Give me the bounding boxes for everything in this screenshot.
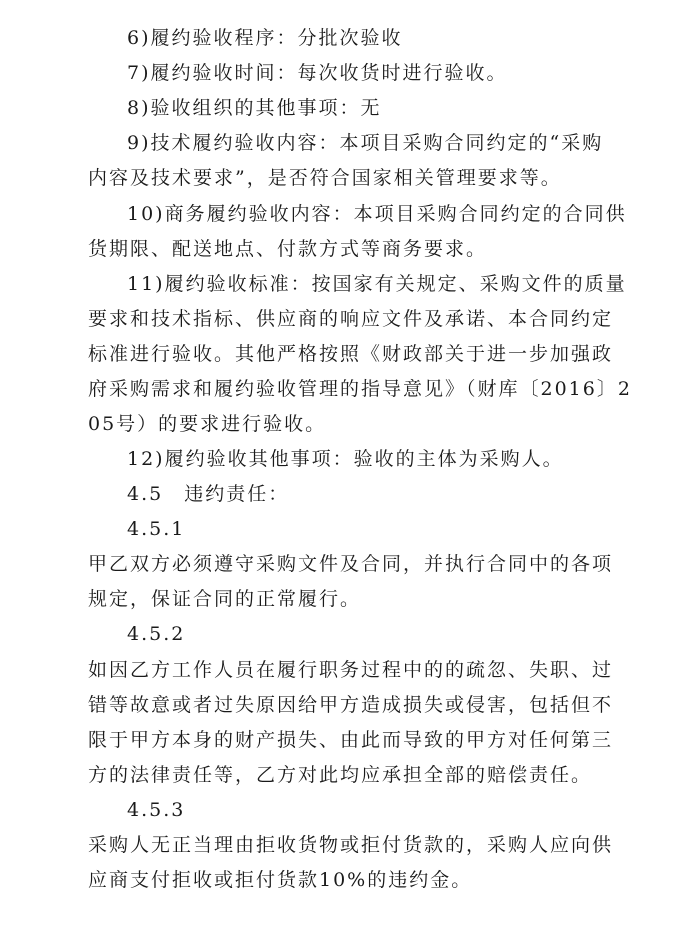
text-line: 12)履约验收其他事项：验收的主体为采购人。 <box>127 448 564 470</box>
text-line: 05号）的要求进行验收。 <box>88 413 327 435</box>
text-line: 府采购需求和履约验收管理的指导意见》（财库〔2016〕2 <box>88 378 632 400</box>
text-line: 甲乙双方必须遵守采购文件及合同，并执行合同中的各项 <box>88 553 614 575</box>
text-line: 9)技术履约验收内容：本项目采购合同约定的“采购 <box>127 132 604 154</box>
text-line: 内容及技术要求”，是否符合国家相关管理要求等。 <box>88 167 562 189</box>
text-line: 11)履约验收标准：按国家有关规定、采购文件的质量 <box>127 273 627 295</box>
section-number: 4.5.1 <box>127 518 186 540</box>
text-line: 规定，保证合同的正常履行。 <box>88 588 362 610</box>
text-line: 错等故意或者过失原因给甲方造成损失或侵害，包括但不 <box>88 694 614 716</box>
text-line: 标准进行验收。其他严格按照《财政部关于进一步加强政 <box>88 343 614 365</box>
section-number: 4.5.2 <box>127 623 186 645</box>
text-line: 要求和技术指标、供应商的响应文件及承诺、本合同约定 <box>88 308 614 330</box>
text-line: 7)履约验收时间：每次收货时进行验收。 <box>127 62 508 84</box>
section-heading: 4.5 违约责任： <box>127 483 290 505</box>
section-number: 4.5.3 <box>127 799 186 821</box>
text-line: 6)履约验收程序：分批次验收 <box>127 27 403 49</box>
text-line: 应商支付拒收或拒付货款10%的违约金。 <box>88 869 473 891</box>
text-line: 10)商务履约验收内容：本项目采购合同约定的合同供 <box>127 203 627 225</box>
text-line: 如因乙方工作人员在履行职务过程中的的疏忽、失职、过 <box>88 659 614 681</box>
text-line: 方的法律责任等，乙方对此均应承担全部的赔偿责任。 <box>88 764 593 786</box>
text-line: 货期限、配送地点、付款方式等商务要求。 <box>88 238 488 260</box>
text-line: 采购人无正当理由拒收货物或拒付货款的，采购人应向供 <box>88 834 614 856</box>
text-line: 8)验收组织的其他事项：无 <box>127 97 382 119</box>
text-line: 限于甲方本身的财产损失、由此而导致的甲方对任何第三 <box>88 729 614 751</box>
